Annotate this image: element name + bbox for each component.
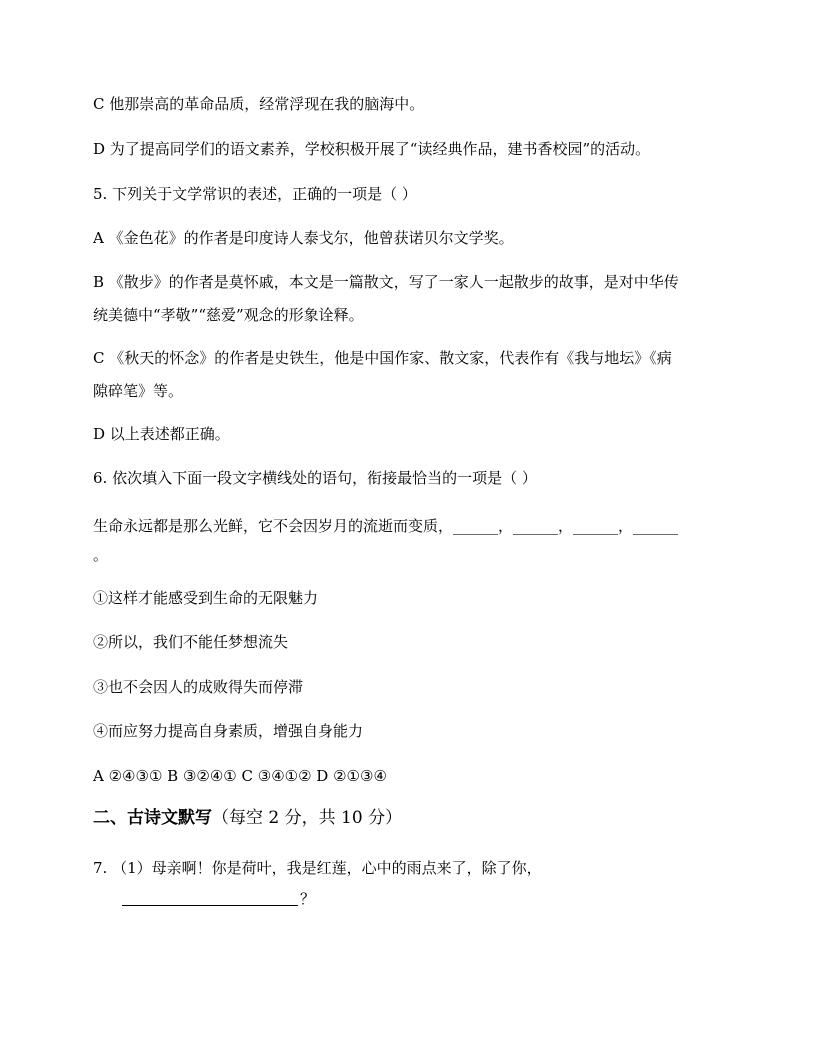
section-heading	[93, 802, 723, 835]
answer-question-mark: ？	[300, 890, 316, 908]
q6-passage-line2: 。	[93, 546, 109, 564]
q6-sentence-2: ②所以，我们不能任梦想流失	[93, 633, 289, 651]
q5-option-b-line2: 统美德中“孝敬”“慈爱”观念的形象诠释。	[93, 306, 364, 324]
q5-option-c-line2: 隙碎笔》等。	[93, 382, 184, 400]
q6-sentence-1: ①这样才能感受到生命的无限魅力	[93, 589, 319, 607]
q6-passage-line1: 生命永远都是那么光鲜，它不会因岁月的流逝而变质，______，______，______，______	[93, 517, 679, 535]
answer-blank	[122, 905, 298, 906]
q5-option-b-line1: B 《散步》的作者是莫怀戚，本文是一篇散文，写了一家人一起散步的故事，是对中华传	[93, 273, 679, 291]
section-score-note: （每空 2 分，共 10 分）	[212, 808, 403, 828]
q6-options: A ②④③① B ③②④① C ③④①② D ②①③④	[93, 767, 387, 785]
question-6: 6. 依次填入下面一段文字横线处的语句，衔接最恰当的一项是（ ）	[93, 469, 537, 487]
section-title: 二、古诗文默写	[93, 808, 212, 828]
question-7-1: 7. （1）母亲啊！你是荷叶，我是红莲，心中的雨点来了，除了你，	[93, 859, 542, 877]
q6-sentence-4: ④而应努力提高自身素质，增强自身能力	[93, 722, 364, 740]
q5-option-d: D 以上表述都正确。	[93, 425, 230, 443]
question-5: 5. 下列关于文学常识的表述，正确的一项是（ ）	[93, 185, 417, 203]
option-c-sentence: C 他那崇高的革命品质，经常浮现在我的脑海中。	[93, 95, 425, 113]
option-d-sentence: D 为了提高同学们的语文素养，学校积极开展了“读经典作品，建书香校园”的活动。	[93, 140, 651, 158]
q5-option-a: A 《金色花》的作者是印度诗人泰戈尔，他曾获诺贝尔文学奖。	[93, 229, 514, 247]
q6-sentence-3: ③也不会因人的成败得失而停滞	[93, 678, 304, 696]
q5-option-c-line1: C 《秋天的怀念》的作者是史铁生，他是中国作家、散文家，代表作有《我与地坛》《病	[93, 349, 672, 367]
